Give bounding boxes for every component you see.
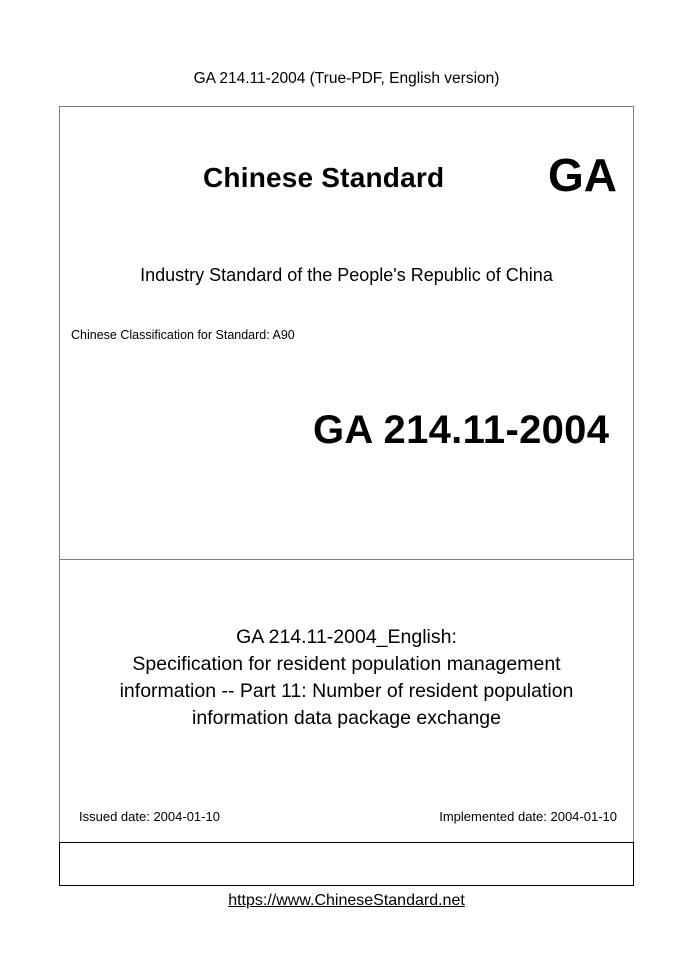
document-title-line: information -- Part 11: Number of resident population: [119, 680, 574, 702]
standard-title: Chinese Standard: [203, 162, 445, 193]
industry-standard-line: Industry Standard of the People's Republic of China: [140, 265, 553, 285]
classification-line: Chinese Classification for Standard: A90: [71, 328, 295, 342]
website-link[interactable]: https://www.ChineseStandard.net: [228, 892, 465, 909]
standard-number: GA 214.11-2004: [313, 408, 610, 452]
document-title: [90, 624, 603, 732]
page-header: GA 214.11-2004 (True-PDF, English version): [193, 70, 500, 87]
implemented-date: Implemented date: 2004-01-10: [439, 809, 617, 824]
issued-date: Issued date: 2004-01-10: [79, 809, 220, 824]
ga-mark: GA: [548, 149, 617, 201]
document-title-line: Specification for resident population management: [132, 653, 561, 675]
document-title-line: information data package exchange: [192, 707, 501, 729]
document-title-line: GA 214.11-2004_English:: [236, 626, 457, 648]
cover-frame-bottom: [59, 842, 634, 886]
